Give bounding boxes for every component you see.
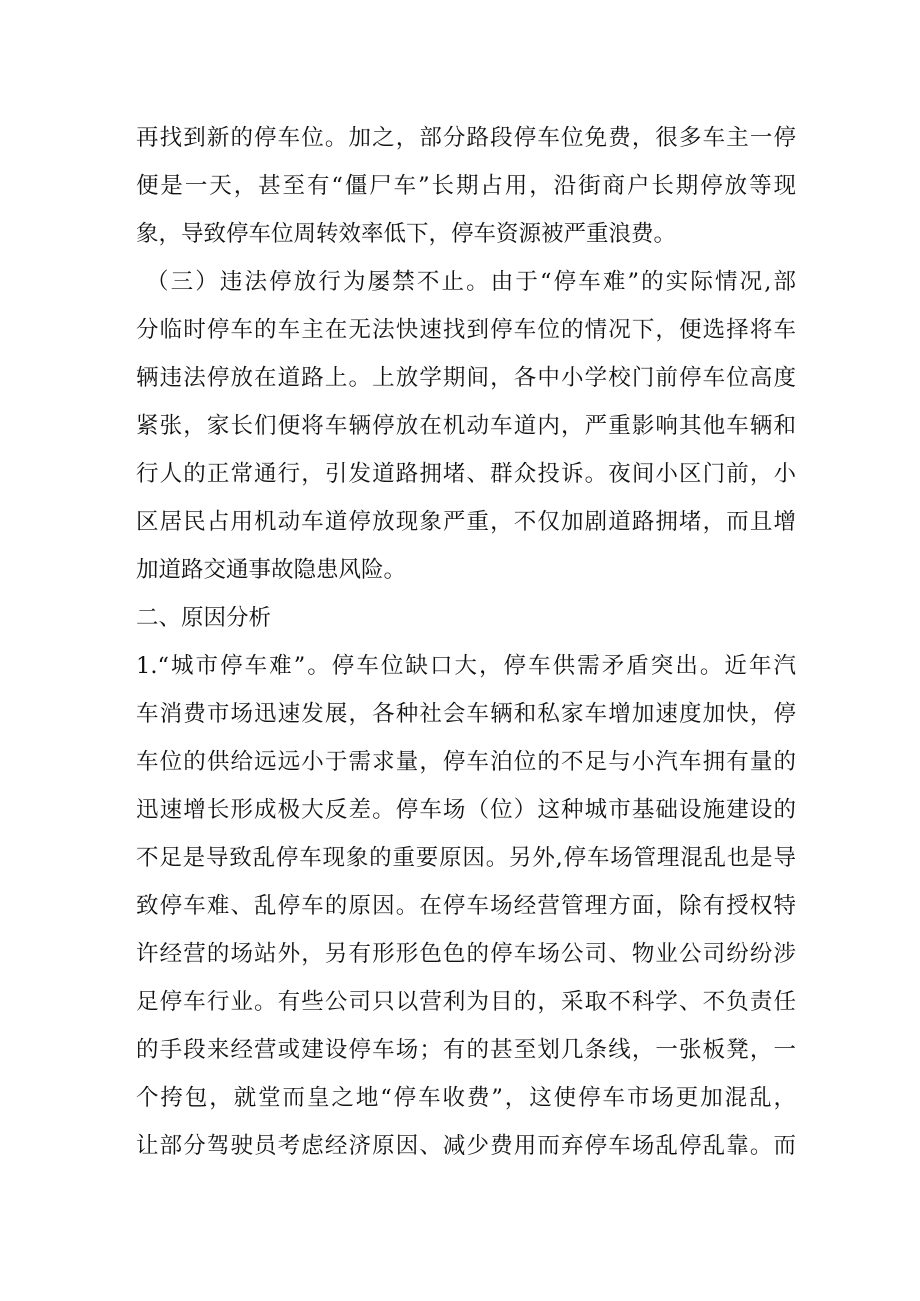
paragraph-heading-line: （三）违法停放行为屡禁不止。由于“停车难”的实际情况,部 xyxy=(146,269,796,295)
text-line: 车消费市场迅速发展，各种社会车辆和私家车增加速度加快，停 xyxy=(136,701,796,727)
text-line: 迅速增长形成极大反差。停车场（位）这种城市基础设施建设的 xyxy=(136,797,796,823)
section-heading: 二、原因分析 xyxy=(136,605,272,631)
text-line: 让部分驾驶员考虑经济原因、减少费用而弃停车场乱停乱靠。而 xyxy=(136,1133,796,1159)
text-line: 许经营的场站外，另有形形色色的停车场公司、物业公司纷纷涉 xyxy=(136,941,796,967)
text-line: 个挎包，就堂而皇之地“停车收费”，这使停车市场更加混乱， xyxy=(136,1085,796,1111)
text-line: 紧张，家长们便将车辆停放在机动车道内，严重影响其他车辆和 xyxy=(136,413,796,439)
text-line: 加道路交通事故隐患风险。 xyxy=(136,557,407,583)
text-line: 车位的供给远远小于需求量，停车泊位的不足与小汽车拥有量的 xyxy=(136,749,796,775)
text-line: 不足是导致乱停车现象的重要原因。另外,停车场管理混乱也是导 xyxy=(136,845,796,871)
text-line: 再找到新的停车位。加之，部分路段停车位免费，很多车主一停 xyxy=(136,125,796,151)
text-line: 致停车难、乱停车的原因。在停车场经营管理方面，除有授权特 xyxy=(136,893,796,919)
text-line: 辆违法停放在道路上。上放学期间，各中小学校门前停车位高度 xyxy=(136,365,796,391)
text-line: 便是一天，甚至有“僵尸车”长期占用，沿街商户长期停放等现 xyxy=(136,173,796,199)
text-line: 1.“城市停车难”。停车位缺口大，停车供需矛盾突出。近年汽 xyxy=(136,653,796,679)
text-line: 分临时停车的车主在无法快速找到停车位的情况下，便选择将车 xyxy=(136,317,796,343)
text-line: 区居民占用机动车道停放现象严重，不仅加剧道路拥堵，而且增 xyxy=(136,509,796,535)
text-line: 象，导致停车位周转效率低下，停车资源被严重浪费。 xyxy=(136,221,677,247)
text-line: 足停车行业。有些公司只以营利为目的，采取不科学、不负责任 xyxy=(136,989,796,1015)
text-line: 行人的正常通行，引发道路拥堵、群众投诉。夜间小区门前，小 xyxy=(136,461,796,487)
text-line: 的手段来经营或建设停车场；有的甚至划几条线，一张板凳，一 xyxy=(136,1037,796,1063)
